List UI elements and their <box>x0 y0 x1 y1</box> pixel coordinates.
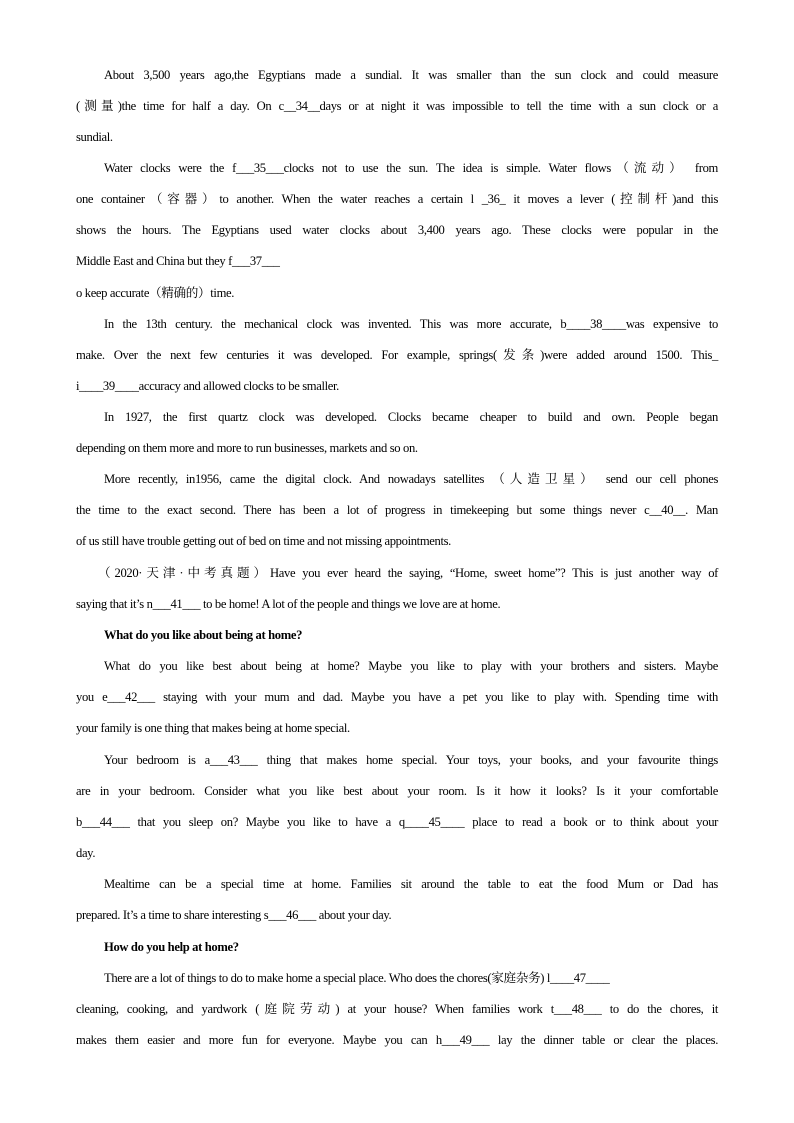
text-line: shows the hours. The Egyptians used water clocks about 3,400 years ago. These clocks were popular in the <box>76 223 718 237</box>
text-line: cleaning, cooking, and yardwork (庭院劳动) at your house? When families work t___48___ to do the chores, it <box>76 1002 718 1016</box>
text-line: one container（容器）to another. When the water reaches a certain l _36_ it moves a lever (控制杆)and this <box>76 192 718 206</box>
text-line: There are a lot of things to do to make home a special place. Who does the chores(家庭杂务) l____47____ <box>104 971 610 985</box>
text-line: you e___42___ staying with your mum and dad. Maybe you have a pet you like to play with. Spending time with <box>76 690 718 704</box>
text-line: Your bedroom is a___43___ thing that makes home special. Your toys, your books, and your favourite things <box>104 753 718 767</box>
text-line: o keep accurate（精确的）time. <box>76 286 235 300</box>
text-line: （2020·天津·中考真题）Have you ever heard the saying, “Home, sweet home”? This is just another way of <box>98 566 718 580</box>
text-line: Middle East and China but they f___37___ <box>76 254 280 268</box>
text-line: What do you like best about being at home? Maybe you like to play with your brothers and sisters. Maybe <box>104 659 718 673</box>
text-line: the time to the exact second. There has been a lot of progress in timekeeping but some things never c__40__. Man <box>76 503 718 517</box>
text-line: sundial. <box>76 130 113 144</box>
text-line: your family is one thing that makes being at home special. <box>76 721 350 735</box>
text-line: prepared. It’s a time to share interesting s___46___ about your day. <box>76 908 392 922</box>
text-line: day. <box>76 846 96 860</box>
text-line: Mealtime can be a special time at home. Families sit around the table to eat the food Mum or Dad has <box>104 877 718 891</box>
text-line: i____39____accuracy and allowed clocks to be smaller. <box>76 379 339 393</box>
text-line: In 1927, the first quartz clock was developed. Clocks became cheaper to build and own. People began <box>104 410 718 424</box>
text-line: About 3,500 years ago,the Egyptians made a sundial. It was smaller than the sun clock and could measure <box>104 68 718 82</box>
text-line: make. Over the next few centuries it was developed. For example, springs(发条)were added around 1500. This_ <box>76 348 718 362</box>
text-line: depending on them more and more to run businesses, markets and so on. <box>76 441 418 455</box>
text-line: b___44___ that you sleep on? Maybe you like to have a q____45____ place to read a book or to think about your <box>76 815 718 829</box>
text-line: are in your bedroom. Consider what you like best about your room. Is it how it looks? Is it your comfortable <box>76 784 718 798</box>
text-line: of us still have trouble getting out of bed on time and not missing appointments. <box>76 534 451 548</box>
text-line: saying that it’s n___41___ to be home! A lot of the people and things we love are at home. <box>76 597 501 611</box>
text-line: More recently, in1956, came the digital clock. And nowadays satellites （人造卫星） send our cell phones <box>104 472 718 486</box>
text-line: makes them easier and more fun for everyone. Maybe you can h___49___ lay the dinner table or clear the places. <box>76 1033 718 1047</box>
text-line: (测量)the time for half a day. On c__34__days or at night it was impossible to tell the time with a sun clock or a <box>76 99 718 113</box>
text-line: Water clocks were the f___35___clocks not to use the sun. The idea is simple. Water flows（流动） from <box>104 161 718 175</box>
section-heading: What do you like about being at home? <box>104 628 303 642</box>
section-heading: How do you help at home? <box>104 940 239 954</box>
text-line: In the 13th century. the mechanical clock was invented. This was more accurate, b____38____was expensive to <box>104 317 718 331</box>
